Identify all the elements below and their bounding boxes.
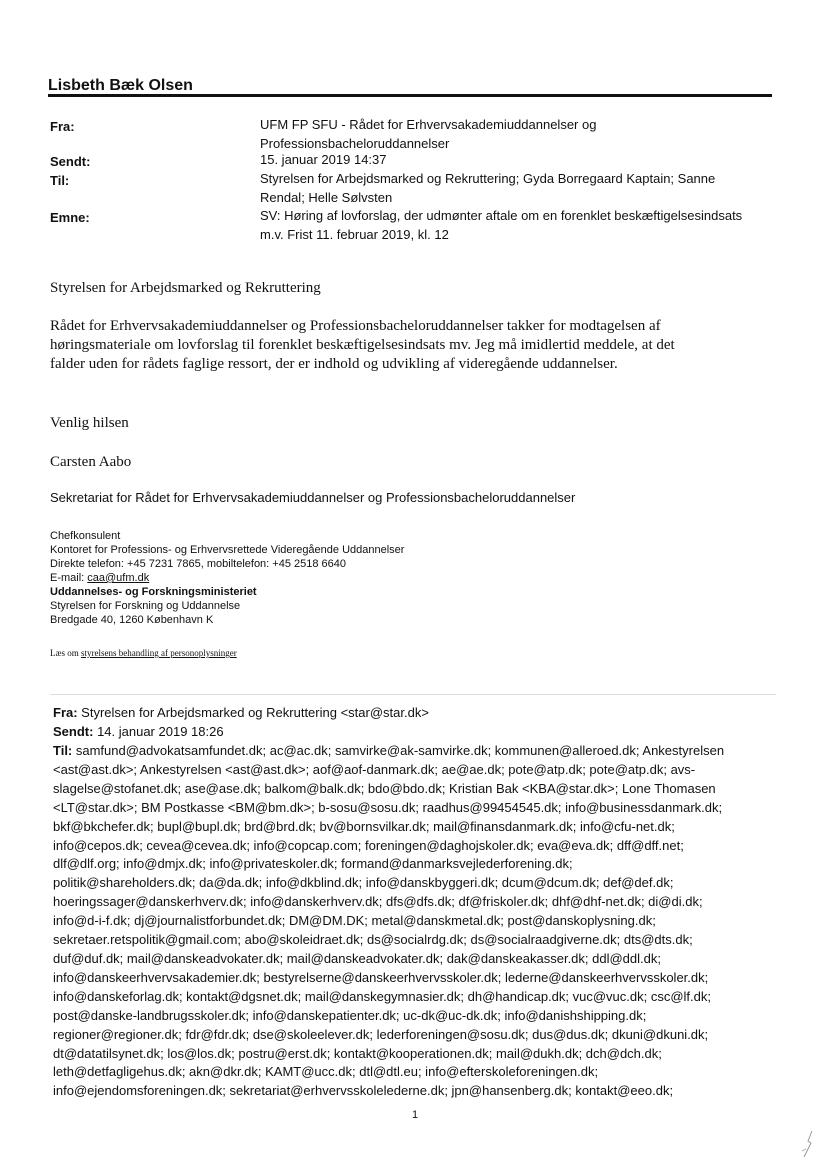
signature-agency: Styrelsen for Forskning og Uddannelse xyxy=(50,600,241,612)
to-line: Rendal; Helle Sølvsten xyxy=(260,190,393,205)
signature-phone: Direkte telefon: +45 7231 7865, mobiltelefon: +45 2518 6640 xyxy=(50,558,347,570)
recipient-line: Til: samfund@advokatsamfundet.dk; ac@ac.dk; samvirke@ak-samvirke.dk; kommunen@alleroed.dk; Ankestyrelsen xyxy=(53,743,725,758)
signature-ministry: Uddannelses- og Forskningsministeriet xyxy=(50,586,257,598)
forward-sent-label: Sendt: xyxy=(53,724,94,739)
signature-email-row xyxy=(50,571,404,585)
body-paragraph xyxy=(50,317,770,374)
forward-recipients xyxy=(53,742,775,1101)
recipient-line: duf@duf.dk; mail@danskeadvokater.dk; mail@danskeadvokater.dk; dak@danskeakasser.dk; ddl@ddl.dk; xyxy=(53,950,661,966)
recipient-line: info@danskeerhvervsakademier.dk; bestyrelserne@danskeerhvervsskoler.dk; lederne@danskeerhvervsskoler.dk; xyxy=(53,969,709,985)
closing: Venlig hilsen xyxy=(50,415,129,431)
subject-value xyxy=(260,206,780,244)
privacy-note xyxy=(50,648,237,658)
header-rule xyxy=(48,94,772,97)
subject-label: Emne: xyxy=(50,210,90,225)
forward-sent xyxy=(53,723,775,742)
forward-to-label: Til: xyxy=(53,743,73,758)
signature-block xyxy=(50,529,404,627)
recipient-line: leth@detfagligehus.dk; akn@dkr.dk; KAMT@ucc.dk; dtl@dtl.eu; info@efterskoleforeningen.dk; xyxy=(53,1064,599,1080)
sender-name: Lisbeth Bæk Olsen xyxy=(48,77,193,94)
signature-title: Chefkonsulent xyxy=(50,530,121,542)
scan-mark-icon xyxy=(798,1129,816,1159)
privacy-prefix: Læs om xyxy=(50,648,82,658)
recipient-line: <ast@ast.dk>; Ankestyrelsen <ast@ast.dk>; aof@aof-danmark.dk; ae@ae.dk; pote@atp.dk; pote@atp.dk; avs- xyxy=(53,761,696,777)
subject-line: SV: Høring af lovforslag, der udmønter aftale om en forenklet beskæftigelsesindsats xyxy=(260,208,743,223)
from-value xyxy=(260,115,780,153)
recipient-line: info@ejendomsforeningen.dk; sekretariat@erhvervsskolelederne.dk; jpn@hansenberg.dk; kontakt@eeo.dk; xyxy=(53,1083,674,1099)
recipient-line: post@danske-landbrugsskoler.dk; info@danskepatienter.dk; uc-dk@uc-dk.dk; info@danishshipping.dk; xyxy=(53,1007,647,1023)
forward-separator xyxy=(50,694,776,695)
greeting: Styrelsen for Arbejdsmarked og Rekruttering xyxy=(50,280,321,296)
sent-line: 15. januar 2019 14:37 xyxy=(260,152,387,167)
signer-name: Carsten Aabo xyxy=(50,454,132,470)
signature-office: Kontoret for Professions- og Erhvervsrettede Videregående Uddannelser xyxy=(50,544,405,556)
from-line: Professionsbacheloruddannelser xyxy=(260,136,450,151)
recipient-line: hoeringssager@danskerhverv.dk; info@danskerhverv.dk; dfs@dfs.dk; df@friskoler.dk; dhf@dhf-net.dk; di@di.dk; xyxy=(53,894,703,910)
recipient-line: bkf@bkchefer.dk; bupl@bupl.dk; brd@brd.dk; bv@bornsvilkar.dk; mail@finansdanmark.dk; info@cfu-net.dk; xyxy=(53,818,675,834)
recipient-line: slagelse@stofanet.dk; ase@ase.dk; balkom@balk.dk; bdo@bdo.dk; Kristian Bak <KBA@star.dk>; Lone Thomasen xyxy=(53,780,716,796)
sent-value xyxy=(260,150,780,169)
forward-from xyxy=(53,704,775,723)
forward-from-label: Fra: xyxy=(53,705,78,720)
recipient-line: regioner@regioner.dk; fdr@fdr.dk; dse@skoleelever.dk; lederforeningen@sosu.dk; dus@dus.dk; dkuni@dkuni.dk; xyxy=(53,1026,709,1042)
recipient-line: sekretaer.retspolitik@gmail.com; abo@skoleidraet.dk; ds@socialrdg.dk; ds@socialraadgiverne.dk; dts@dts.dk; xyxy=(53,932,693,948)
recipient-line: info@cepos.dk; cevea@cevea.dk; info@copcap.com; foreningen@daghojskoler.dk; eva@eva.dk; dff@dff.net; xyxy=(53,837,684,853)
body-line: høringsmateriale om lovforslag til forenklet beskæftigelsesindsats mv. Jeg må imidlertid meddele, at det xyxy=(50,337,675,353)
recipient-line: politik@shareholders.dk; da@da.dk; info@dkblind.dk; info@danskbyggeri.dk; dcum@dcum.dk; def@def.dk; xyxy=(53,875,674,891)
to-value xyxy=(260,169,780,207)
recipient-line: <LT@star.dk>; BM Postkasse <BM@bm.dk>; b-sosu@sosu.dk; raadhus@99454545.dk; info@businessdanmark.dk; xyxy=(53,799,723,815)
from-line: UFM FP SFU - Rådet for Erhvervsakademiuddannelser og xyxy=(260,117,597,132)
privacy-link[interactable]: styrelsens behandling af personoplysninger xyxy=(81,648,237,658)
to-label: Til: xyxy=(50,173,70,188)
email-link[interactable]: caa@ufm.dk xyxy=(87,572,150,584)
signature-address: Bredgade 40, 1260 København K xyxy=(50,614,214,626)
from-label: Fra: xyxy=(50,119,75,134)
recipient-line: info@d-i-f.dk; dj@journalistforbundet.dk; DM@DM.DK; metal@danskmetal.dk; post@danskoplysning.dk; xyxy=(53,913,656,929)
email-label: E-mail: xyxy=(50,572,88,584)
to-line: Styrelsen for Arbejdsmarked og Rekruttering; Gyda Borregaard Kaptain; Sanne xyxy=(260,171,716,186)
recipient-line: info@danskeforlag.dk; kontakt@dgsnet.dk; mail@danskegymnasier.dk; dh@handicap.dk; vuc@vuc.dk; csc@lf.dk; xyxy=(53,988,711,1004)
recipient-line: dlf@dlf.org; info@dmjx.dk; info@privateskoler.dk; formand@danmarksvejlederforening.dk; xyxy=(53,856,573,872)
subject-line: m.v. Frist 11. februar 2019, kl. 12 xyxy=(260,227,449,242)
page-number: 1 xyxy=(412,1109,419,1121)
body-line: Rådet for Erhvervsakademiuddannelser og Professionsbacheloruddannelser takker for modtagelsen af xyxy=(50,318,661,334)
recipient-line: dt@datatilsynet.dk; los@los.dk; postru@erst.dk; kontakt@kooperationen.dk; mail@dukh.dk; dch@dch.dk; xyxy=(53,1045,662,1061)
forward-from-value: Styrelsen for Arbejdsmarked og Rekruttering <star@star.dk> xyxy=(77,705,429,720)
sent-label: Sendt: xyxy=(50,154,91,169)
secretariat-line: Sekretariat for Rådet for Erhvervsakademiuddannelser og Professionsbacheloruddannelser xyxy=(50,490,576,505)
forward-sent-value: 14. januar 2019 18:26 xyxy=(93,724,224,739)
body-line: falder uden for rådets faglige ressort, der er indhold og udvikling af videregående uddannelser. xyxy=(50,356,618,372)
